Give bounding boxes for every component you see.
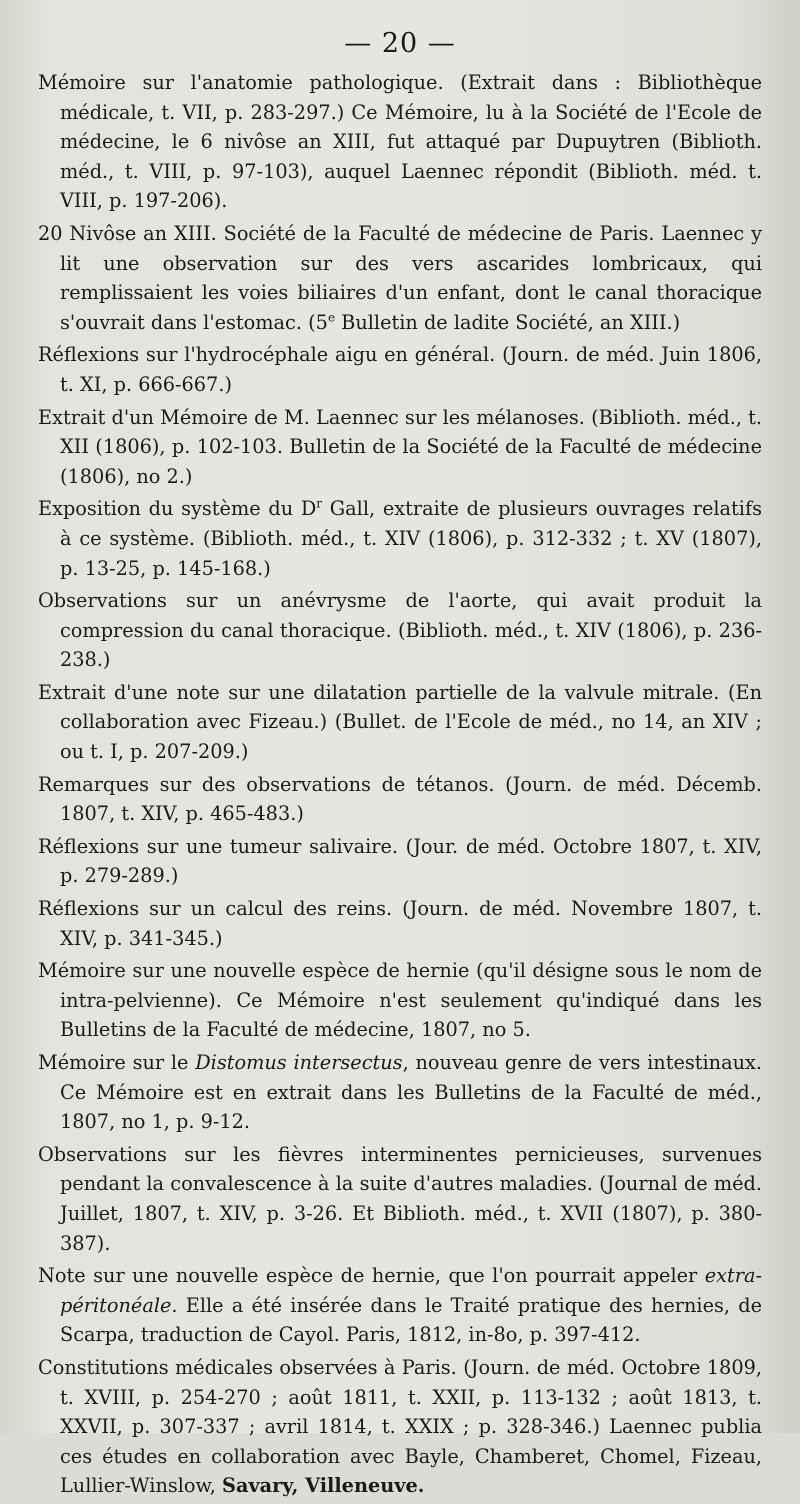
entry-text-before-sup: Exposition du système du D (38, 497, 317, 521)
entry-text-after-sup: Bulletin de ladite Société, an XIII.) (335, 310, 681, 334)
italic-term: extra-péritonéale. (60, 1264, 762, 1317)
bibliography-entry-6: Observations sur un anévrysme de l'aorte, qui avait produit la compression du canal thoracique. (Biblioth. méd., t. XIV (1806), p. 236-238.) (38, 589, 762, 672)
bibliography-entry-15 (38, 1353, 762, 1501)
bold-names: Savary, Villeneuve. (222, 1474, 425, 1498)
bibliography-entry-11: Mémoire sur une nouvelle espèce de hernie (qu'il désigne sous le nom de intra-pelvienne). Ce Mémoire n'est seulement qu'indiqué dans les Bulletins de la Faculté de médecine, 1807, no 5. (38, 959, 762, 1042)
entry-text-after-italic: , nouveau genre de vers intestinaux. Ce Mémoire est en extrait dans les Bulletins de la Faculté de méd., 1807, no 1, p. 9-12. (60, 1051, 762, 1134)
bibliography-entry-13: Observations sur les fièvres interminentes pernicieuses, survenues pendant la convalescence à la suite d'autres maladies. (Journal de méd. Juillet, 1807, t. XIV, p. 3-26. Et Biblioth. méd., t. XVII (1807), p. 380-387). (38, 1142, 762, 1255)
entry-text-before-italic: Note sur une nouvelle espèce de hernie, que l'on pourrait appeler (38, 1264, 705, 1288)
bibliography-entry-14 (38, 1261, 762, 1350)
italic-title: Distomus intersectus (195, 1051, 403, 1074)
bibliography-entry-1: Mémoire sur l'anatomie pathologique. (Extrait dans : Bibliothèque médicale, t. VII, p. 283-297.) Ce Mémoire, lu à la Société de l'Ecole de médecine, le 6 nivôse an XIII, fut attaqué par Dupuytren (Biblioth. méd., t. VIII, p. 97-103), auquel Laennec répondit (Biblioth. méd. t. VIII, p. 197-206). (38, 71, 762, 213)
bibliography-entry-5 (38, 494, 762, 583)
entry-text-after-sup: Gall, extraite de plusieurs ouvrages relatifs à ce système. (Biblioth. méd., t. XIV (1806), p. 312-332 ; t. XV (1807), p. 13-25, p. 145-168.) (60, 497, 762, 580)
entry-text: 20 Nivôse an XIII. Société de la Faculté de médecine de Paris. Laennec y lit une observation sur des vers ascarides lombricaux, qui remplissaient les voies biliaires d'un enfant, dont le canal thoracique s'ouvrait dans l'estomac. (38, 221, 762, 334)
entry-text: Constitutions médicales observées à Paris. (Journ. de méd. Octobre 1809, t. XVIII, p. 254-270 ; août 1811, t. XXII, p. 113-132 ; août 1813, t. XXVII, p. 307-337 ; avril 1814, t. XXIX ; p. 328-346.) Laennec publia ces études en collaboration avec Bayle, Chamberet, Chomel, Fizeau, Lullier-Winslow, (38, 1355, 762, 1498)
bibliography-entry-3: Réflexions sur l'hydrocéphale aigu en général. (Journ. de méd. Juin 1806, t. XI, p. 666-667.) (38, 343, 762, 396)
bibliography-entry-10: Réflexions sur un calcul des reins. (Journ. de méd. Novembre 1807, t. XIV, p. 341-345.) (38, 897, 762, 950)
superscript: r (316, 496, 323, 511)
bibliography-entry-12 (38, 1048, 762, 1137)
bibliography-entry-9: Réflexions sur une tumeur salivaire. (Jour. de méd. Octobre 1807, t. XIV, p. 279-289.) (38, 834, 762, 888)
superscript: e (327, 310, 336, 325)
bibliography-list (38, 68, 762, 1504)
bibliography-entry-8: Remarques sur des observations de tétanos. (Journ. de méd. Décemb. 1807, t. XIV, p. 465-483.) (38, 772, 762, 826)
bibliography-entry-2 (38, 219, 762, 337)
bibliography-entry-7: Extrait d'une note sur une dilatation partielle de la valvule mitrale. (En collaboration avec Fizeau.) (Bullet. de l'Ecole de méd., no 14, an XIV ; ou t. I, p. 207-209.) (38, 680, 762, 764)
entry-text-after-italic: Elle a été insérée dans le Traité pratique des hernies, de Scarpa, traduction de Cayol. Paris, 1812, in-8o, p. 397-412. (60, 1293, 762, 1347)
entry-text-before-italic: Mémoire sur le (38, 1051, 196, 1074)
bibliography-entry-4: Extrait d'un Mémoire de M. Laennec sur les mélanoses. (Biblioth. méd., t. XII (1806), p. 102-103. Bulletin de la Société de la Faculté de médecine (1806), no 2.) (38, 405, 762, 488)
page-number: — 20 — (344, 28, 456, 59)
entry-text-before-sup: (5 (308, 310, 328, 334)
